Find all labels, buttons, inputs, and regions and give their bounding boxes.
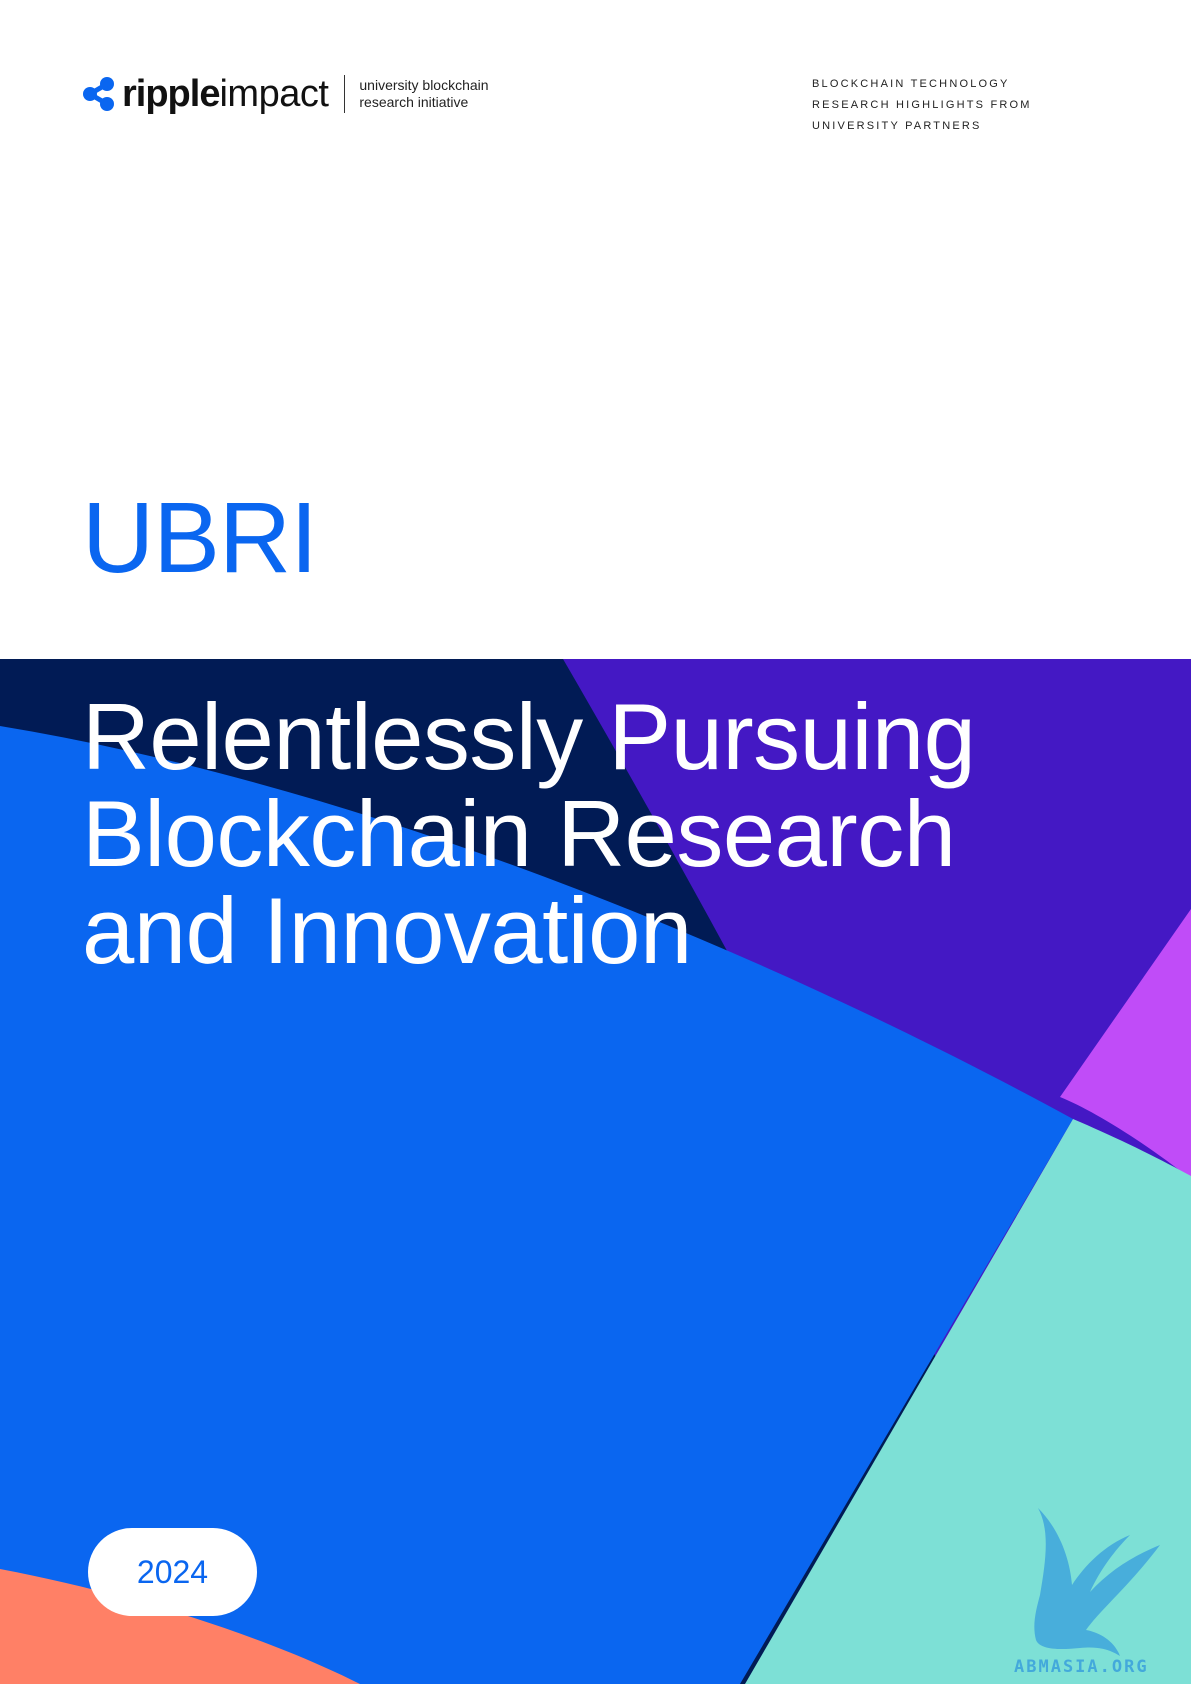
tagline-line-2: RESEARCH HIGHLIGHTS FROM <box>812 99 1032 111</box>
headline-line-2: Blockchain Research <box>82 781 956 886</box>
cover-headline <box>82 684 1142 983</box>
year-label: 2024 <box>136 1553 209 1590</box>
logo-subtitle-line-1: university blockchain <box>359 77 489 93</box>
cover-header <box>0 0 1191 200</box>
tagline-line-3: UNIVERSITY PARTNERS <box>812 120 982 132</box>
watermark-text: ABMASIA.ORG <box>1014 1657 1149 1677</box>
ripple-logo-icon <box>82 76 116 112</box>
griffin-silhouette-icon <box>1034 1508 1160 1656</box>
brand-name-light: impact <box>219 73 329 115</box>
report-title: UBRI <box>82 482 317 594</box>
abmasia-watermark <box>1010 1500 1170 1684</box>
headline-line-1: Relentlessly Pursuing <box>82 684 976 789</box>
tagline-line-1: BLOCKCHAIN TECHNOLOGY <box>812 78 1010 90</box>
year-badge <box>88 1528 257 1616</box>
brand-name-bold: ripple <box>122 73 220 115</box>
cover-tagline <box>812 74 1032 137</box>
headline-line-3: and Innovation <box>82 878 692 983</box>
logo-divider <box>344 75 345 113</box>
logo-subtitle-line-2: research initiative <box>359 94 469 110</box>
logo-subtitle <box>359 77 488 111</box>
ripple-impact-logo <box>82 72 489 116</box>
